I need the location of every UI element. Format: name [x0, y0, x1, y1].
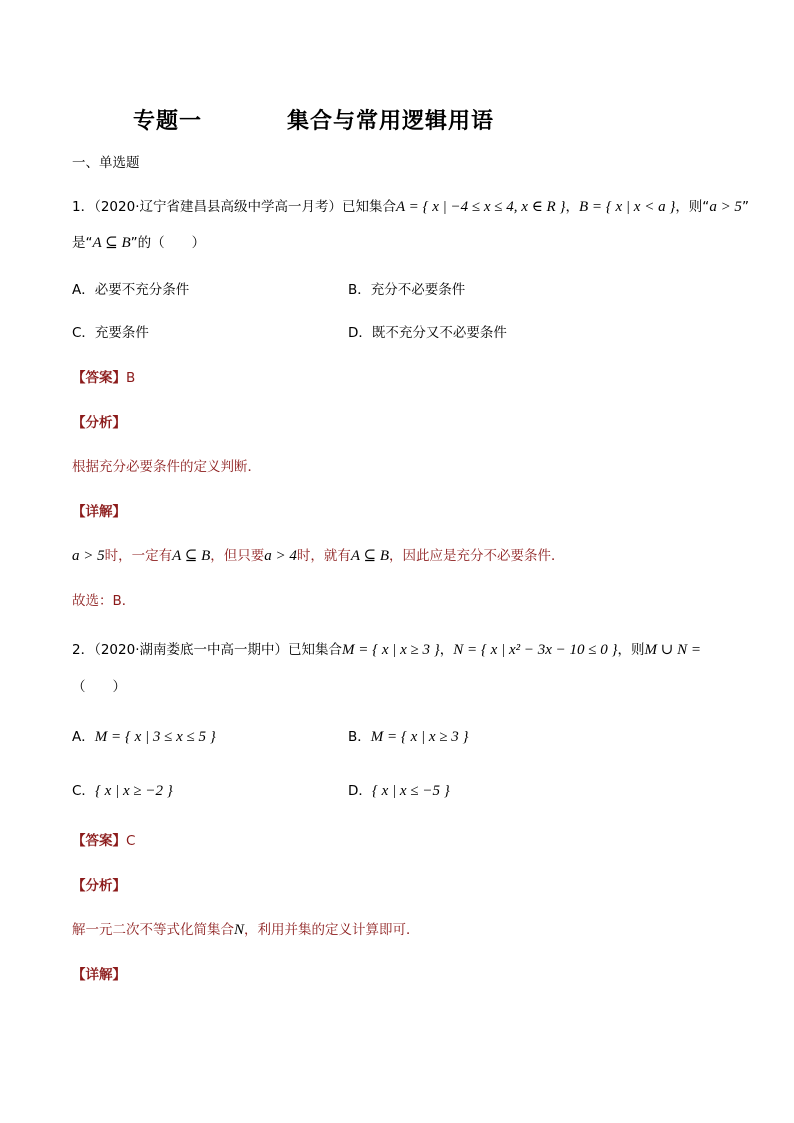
- q2-analysis-post: ，利用并集的定义计算即可．: [244, 922, 420, 938]
- q1-condition: a > 5: [709, 199, 742, 215]
- q2-stem-line2: （ ）: [72, 679, 126, 695]
- q1-option-c[interactable]: C．充要条件: [72, 325, 149, 341]
- q2-option-c-math: { x | x ≥ −2 }: [94, 783, 173, 799]
- q1-prefix: 1．（2020·辽宁省建昌县高级中学高一月考）已知集合: [72, 199, 396, 215]
- q2-stem-line1: [72, 640, 701, 660]
- q1-option-b[interactable]: B．充分不必要条件: [348, 282, 466, 298]
- q1-detail-t4: ，因此应是充分不必要条件．: [389, 548, 565, 564]
- q1-option-d[interactable]: D．既不充分又不必要条件: [348, 325, 507, 341]
- q2-answer-value: C: [126, 833, 136, 849]
- q2-option-a[interactable]: [72, 727, 216, 747]
- q1-set-b: B = { x | x < a }: [578, 199, 676, 215]
- q1-end: ”: [741, 199, 749, 215]
- q2-option-d-math: { x | x ≤ −5 }: [371, 783, 450, 799]
- q1-stem-line2: [72, 233, 205, 253]
- q1-analysis-tag: 【分析】: [72, 415, 126, 431]
- q2-option-a-math: M = { x | 3 ≤ x ≤ 5 }: [94, 729, 216, 745]
- q2-option-c-label: C．: [72, 783, 95, 799]
- q1-detail-t3: 时，就有: [296, 548, 351, 564]
- q1-option-a[interactable]: A．必要不充分条件: [72, 282, 190, 298]
- q2-set-n: N = { x | x² − 3x − 10 ≤ 0 }: [453, 642, 618, 658]
- q1-set-a: A = { x | −4 ≤ x ≤ 4, x ∈ R }: [396, 199, 566, 215]
- q1-detail-a4: a > 4: [264, 548, 297, 564]
- q2-analysis-pre: 解一元二次不等式化简集合: [72, 922, 234, 938]
- q2-union: M ∪ N =: [644, 642, 701, 658]
- q1-analysis-text: 根据充分必要条件的定义判断．: [72, 459, 261, 475]
- q1-detail-tag: 【详解】: [72, 504, 126, 520]
- q1-mid: ，则“: [675, 199, 710, 215]
- q2-analysis-var: N: [234, 922, 245, 938]
- q1-choice: 故选：B．: [72, 593, 136, 609]
- section-label: 一、单选题: [72, 155, 140, 171]
- q1-detail-t2: ，但只要: [210, 548, 265, 564]
- q1-stem-line1: [72, 197, 749, 217]
- q2-mid: ，则: [617, 642, 645, 658]
- q2-set-m: M = { x | x ≥ 3 }: [342, 642, 440, 658]
- q2-option-d-label: D．: [348, 783, 372, 799]
- q1-line2-post: ”的（ ）: [130, 235, 206, 251]
- q2-option-a-label: A．: [72, 729, 95, 745]
- q1-sep: ，: [565, 199, 579, 215]
- q1-answer: [72, 368, 135, 388]
- page-title: 集合与常用逻辑用语: [287, 109, 495, 134]
- q2-option-b-math: M = { x | x ≥ 3 }: [370, 729, 469, 745]
- q2-answer-tag: 【答案】: [72, 833, 126, 849]
- q1-detail-ab1: A ⊆ B: [172, 548, 211, 564]
- q1-subset: A ⊆ B: [92, 235, 131, 251]
- q2-prefix: 2．（2020·湖南娄底一中高一期中）已知集合: [72, 642, 342, 658]
- q1-answer-tag: 【答案】: [72, 370, 126, 386]
- q2-sep: ，: [439, 642, 454, 658]
- q2-option-d[interactable]: [348, 781, 450, 801]
- q1-answer-value: B: [126, 370, 136, 386]
- q2-option-c[interactable]: [72, 781, 173, 801]
- q2-answer: [72, 831, 135, 851]
- q1-detail-a5: a > 5: [72, 548, 105, 564]
- q2-analysis-text: [72, 920, 420, 940]
- q2-detail-tag: 【详解】: [72, 967, 126, 983]
- q1-detail-t1: 时，一定有: [104, 548, 173, 564]
- q2-option-b-label: B．: [348, 729, 371, 745]
- q1-line2-pre: 是“: [72, 235, 93, 251]
- q1-detail-ab2: A ⊆ B: [350, 548, 389, 564]
- q1-detail-text: [72, 546, 565, 566]
- topic-label: 专题一: [133, 109, 203, 134]
- q2-option-b[interactable]: [348, 727, 469, 747]
- q2-analysis-tag: 【分析】: [72, 878, 126, 894]
